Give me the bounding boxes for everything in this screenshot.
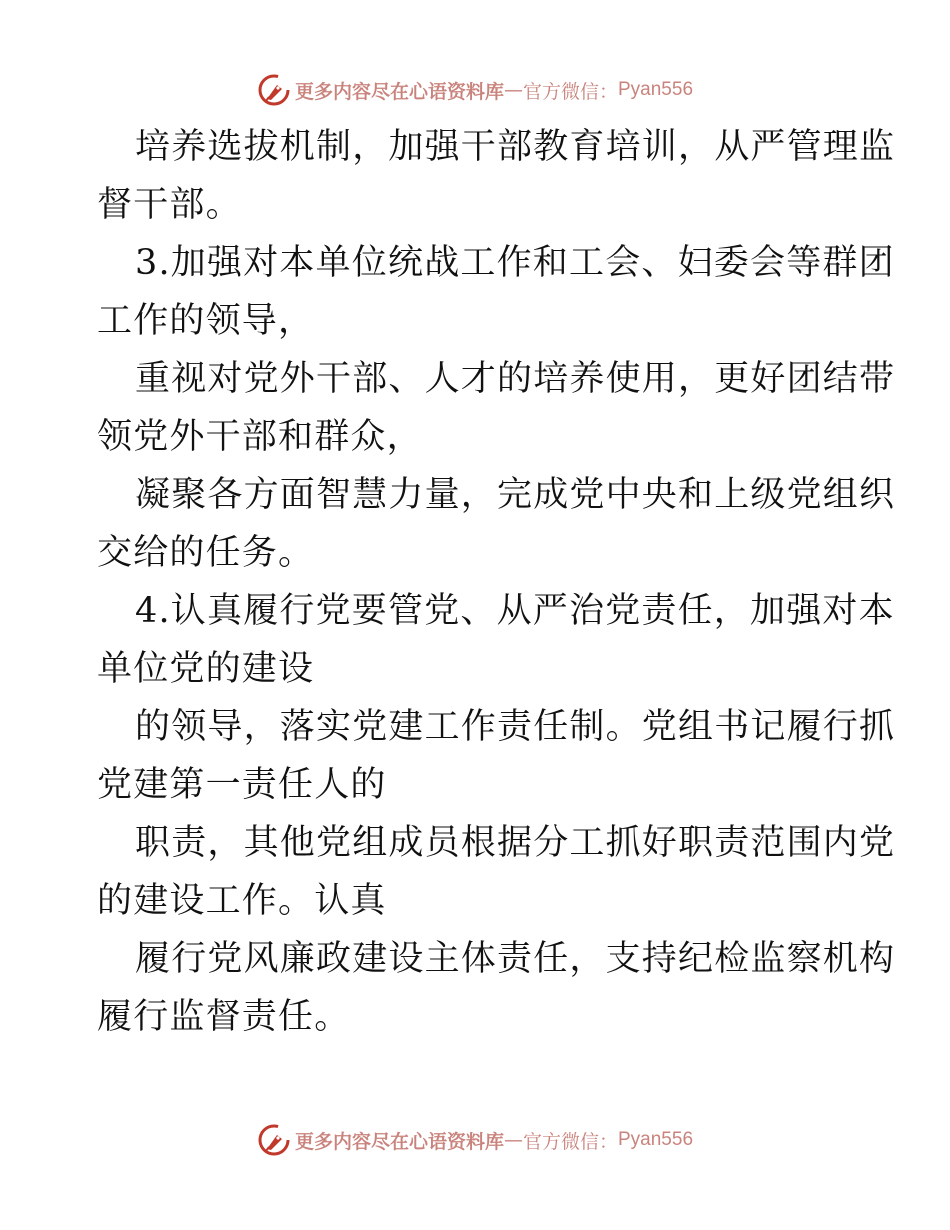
footer-separator: — [503,1129,523,1151]
body-line: 培养选拔机制，加强干部教育培训，从严管理监 [135,127,896,167]
header-brand-text: 更多内容尽在心语资料库 [294,80,504,103]
pen-nib-logo-icon [257,1123,291,1157]
document-body [97,118,896,1046]
body-line: 督干部。 [97,185,242,225]
body-line: 交给的任务。 [97,533,315,573]
header-banner [0,70,950,110]
footer-wechat-handle: Pyan556 [618,1129,694,1150]
footer-banner [0,1120,950,1160]
header-separator: — [503,79,523,101]
body-line: 工作的领导， [97,301,315,341]
pen-nib-logo-icon [257,73,291,107]
footer-wechat-label: 官方微信： [522,1130,618,1153]
header-wechat-handle: Pyan556 [618,79,694,100]
body-line: 领党外干部和群众， [97,417,423,457]
body-line: 4.认真履行党要管党、从严治党责任，加强对本 [135,591,895,631]
body-line: 的建设工作。认真 [97,881,387,921]
footer-brand-text: 更多内容尽在心语资料库 [294,1130,504,1153]
body-line: 党建第一责任人的 [97,765,387,805]
body-line: 履行监督责任。 [97,997,351,1037]
body-line: 3.加强对本单位统战工作和工会、妇委会等群团 [135,243,895,283]
body-line: 重视对党外干部、人才的培养使用，更好团结带 [135,359,896,399]
body-line: 单位党的建设 [97,649,315,689]
body-line: 凝聚各方面智慧力量，完成党中央和上级党组织 [135,475,896,515]
header-wechat-label: 官方微信： [522,80,618,103]
body-line: 的领导，落实党建工作责任制。党组书记履行抓 [135,707,896,747]
body-line: 职责，其他党组成员根据分工抓好职责范围内党 [135,823,896,863]
body-line: 履行党风廉政建设主体责任，支持纪检监察机构 [135,939,896,979]
